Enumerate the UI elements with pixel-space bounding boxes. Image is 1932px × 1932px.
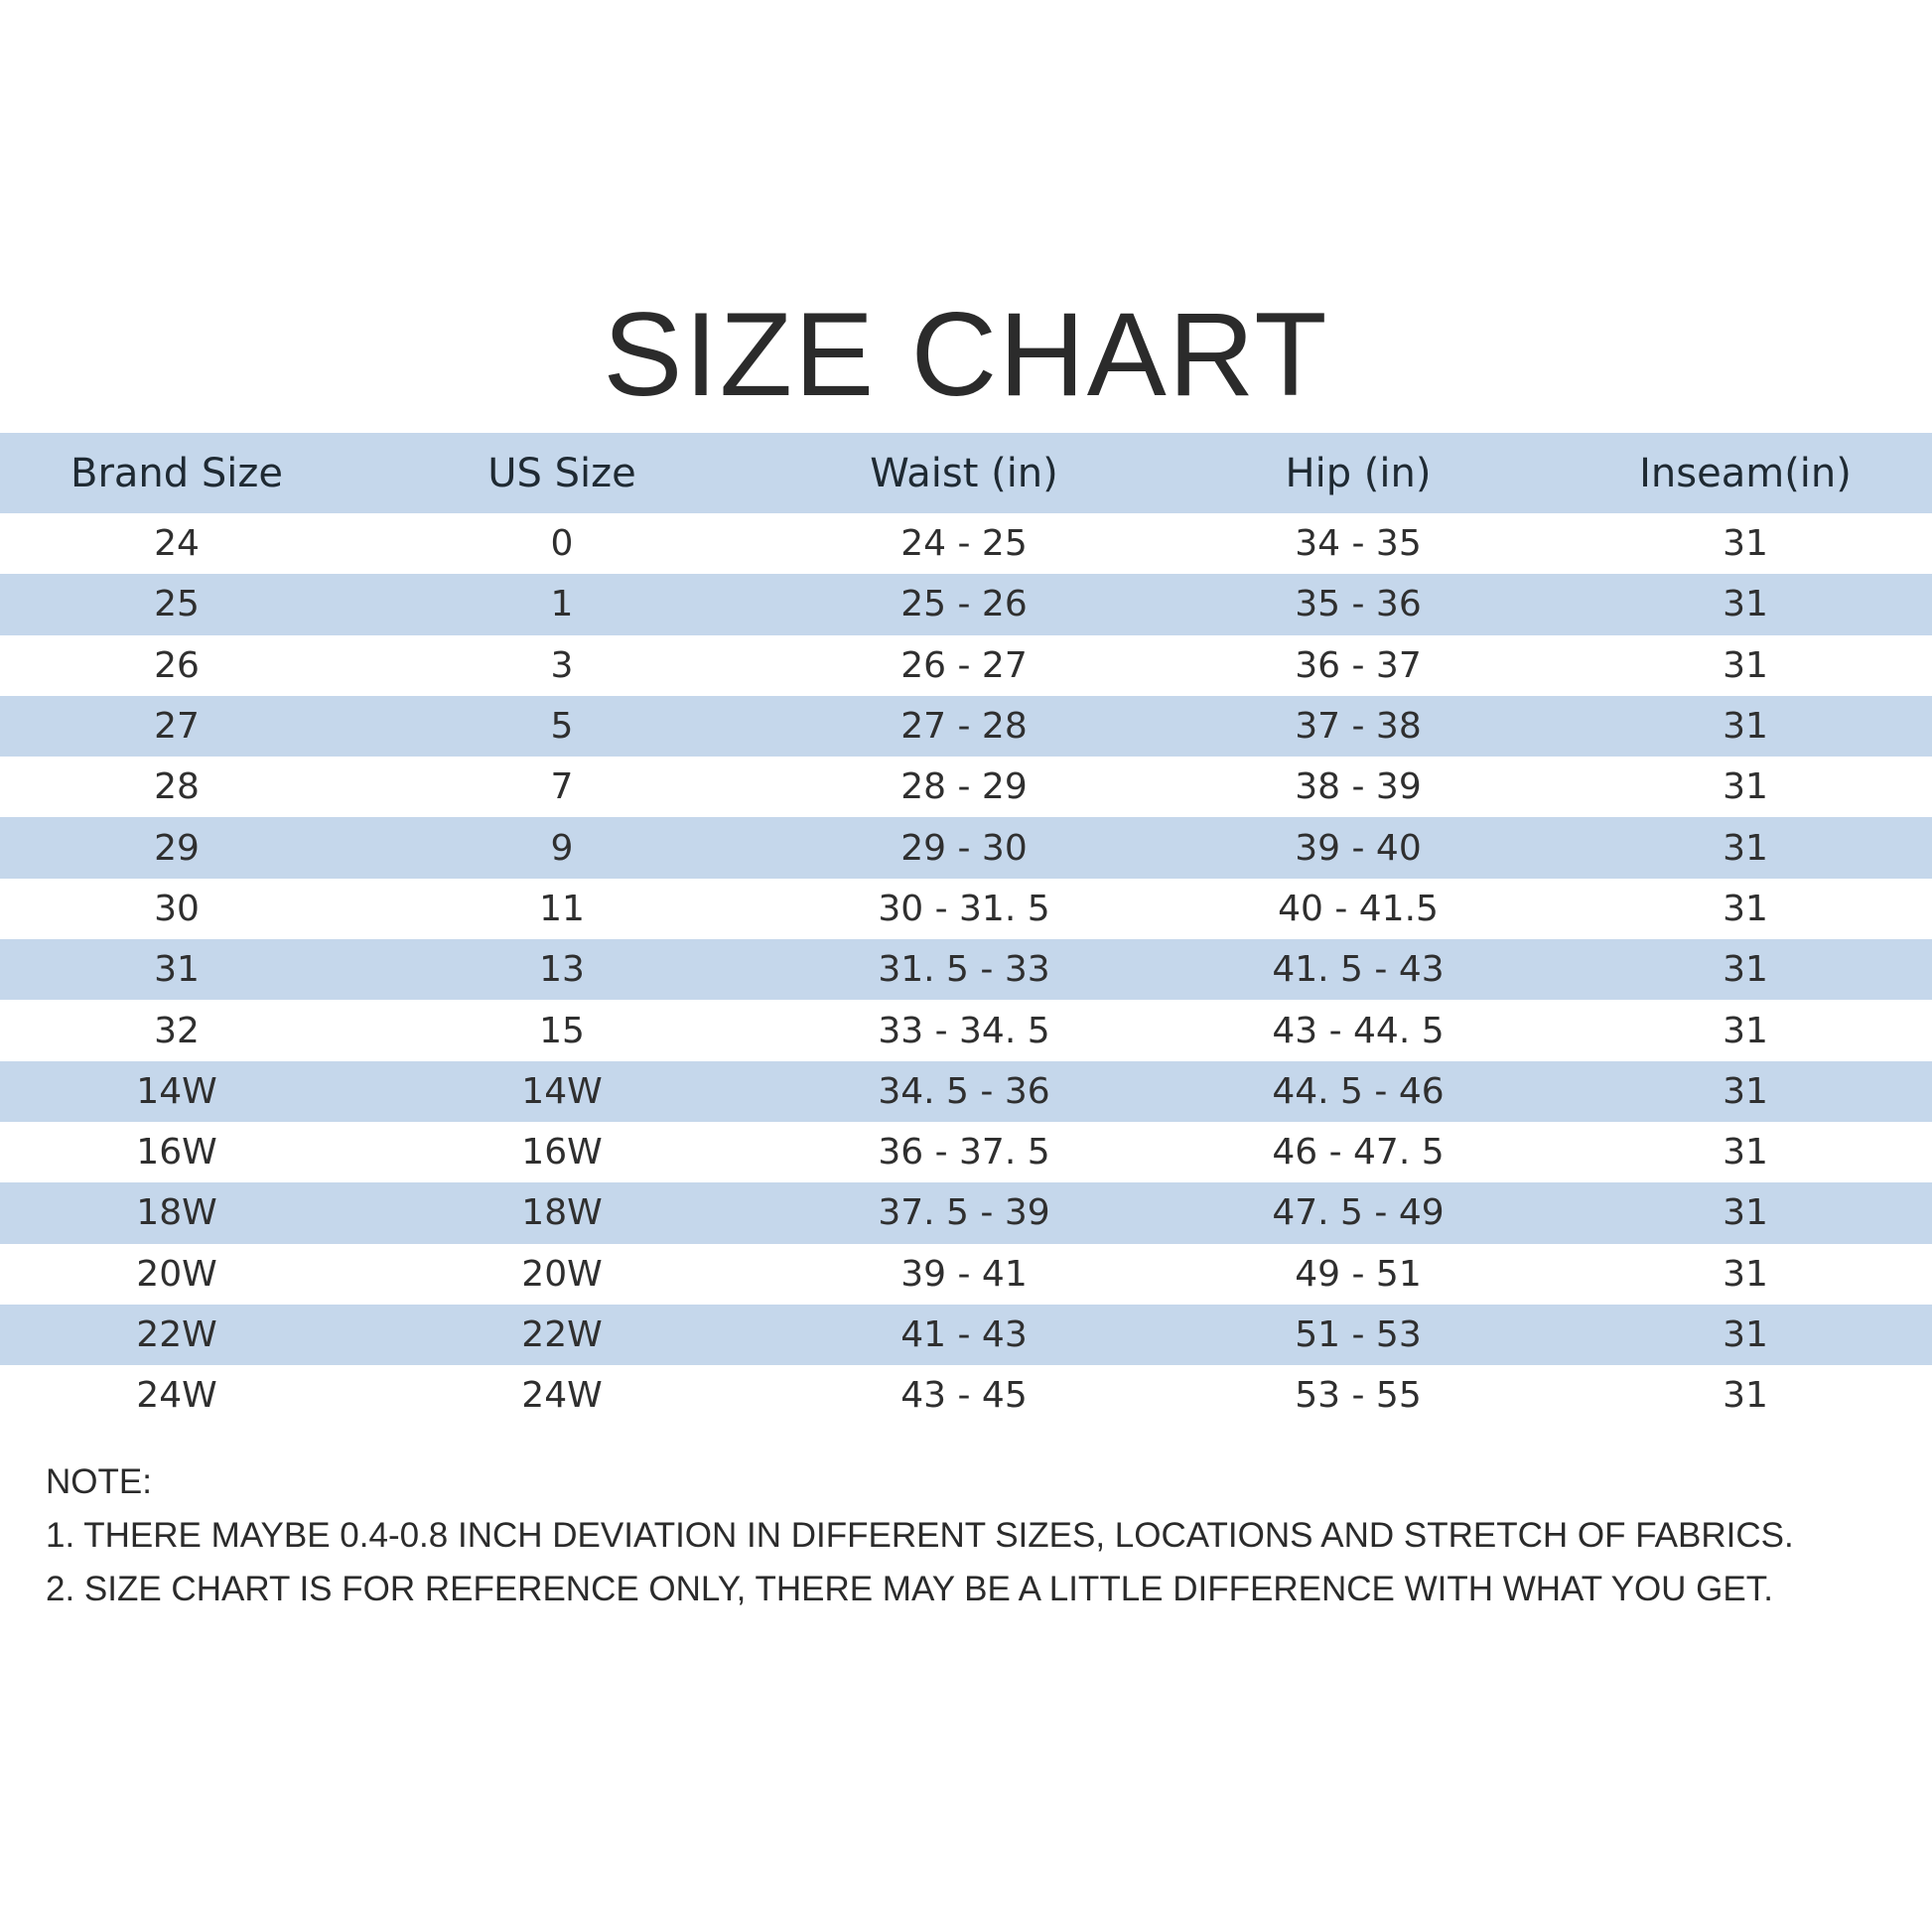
cell-waist: 28 - 29	[900, 766, 1028, 808]
table-row	[0, 757, 1932, 817]
cell-waist: 34. 5 - 36	[878, 1070, 1050, 1112]
cell-inseam: 31	[1723, 888, 1768, 929]
cell-waist: 31. 5 - 33	[878, 949, 1050, 991]
cell-brand-size: 30	[154, 888, 200, 929]
cell-hip: 41. 5 - 43	[1272, 949, 1445, 991]
cell-inseam: 31	[1723, 644, 1768, 686]
cell-brand-size: 14W	[136, 1070, 217, 1112]
table-row	[0, 635, 1932, 696]
cell-waist: 43 - 45	[900, 1375, 1028, 1417]
cell-waist: 33 - 34. 5	[878, 1010, 1050, 1051]
cell-brand-size: 24W	[136, 1375, 217, 1417]
header-us-size: US Size	[487, 450, 636, 496]
cell-waist: 26 - 27	[900, 644, 1028, 686]
table-row	[0, 574, 1932, 634]
cell-us-size: 18W	[521, 1192, 603, 1234]
table-row	[0, 1365, 1932, 1426]
cell-brand-size: 31	[154, 949, 200, 991]
cell-hip: 34 - 35	[1295, 523, 1422, 565]
cell-inseam: 31	[1723, 827, 1768, 869]
cell-us-size: 13	[539, 949, 585, 991]
table-header-row	[0, 433, 1932, 513]
cell-hip: 51 - 53	[1295, 1314, 1422, 1355]
cell-hip: 39 - 40	[1295, 827, 1422, 869]
cell-hip: 38 - 39	[1295, 766, 1422, 808]
cell-inseam: 31	[1723, 523, 1768, 565]
table-row	[0, 1244, 1932, 1305]
table-row	[0, 1061, 1932, 1122]
cell-inseam: 31	[1723, 584, 1768, 625]
cell-waist: 25 - 26	[900, 584, 1028, 625]
cell-hip: 37 - 38	[1295, 706, 1422, 748]
cell-waist: 39 - 41	[900, 1253, 1028, 1295]
cell-waist: 30 - 31. 5	[878, 888, 1050, 929]
page-title: SIZE CHART	[603, 288, 1329, 421]
cell-brand-size: 32	[154, 1010, 200, 1051]
notes-heading: NOTE:	[46, 1462, 152, 1501]
cell-waist: 37. 5 - 39	[878, 1192, 1050, 1234]
header-waist: Waist (in)	[870, 450, 1058, 496]
cell-hip: 46 - 47. 5	[1272, 1132, 1445, 1173]
cell-hip: 36 - 37	[1295, 644, 1422, 686]
header-hip: Hip (in)	[1285, 450, 1432, 496]
cell-us-size: 1	[550, 584, 574, 625]
header-inseam: Inseam(in)	[1639, 450, 1852, 496]
cell-brand-size: 29	[154, 827, 200, 869]
cell-waist: 27 - 28	[900, 706, 1028, 748]
cell-inseam: 31	[1723, 1070, 1768, 1112]
table-row	[0, 879, 1932, 939]
cell-inseam: 31	[1723, 1253, 1768, 1295]
cell-us-size: 11	[539, 888, 585, 929]
table-row	[0, 1122, 1932, 1182]
cell-inseam: 31	[1723, 1010, 1768, 1051]
cell-brand-size: 18W	[136, 1192, 217, 1234]
cell-hip: 40 - 41.5	[1278, 888, 1439, 929]
cell-us-size: 14W	[521, 1070, 603, 1112]
table-row	[0, 696, 1932, 757]
cell-hip: 35 - 36	[1295, 584, 1422, 625]
cell-us-size: 7	[550, 766, 574, 808]
cell-hip: 49 - 51	[1295, 1253, 1422, 1295]
cell-us-size: 15	[539, 1010, 585, 1051]
cell-inseam: 31	[1723, 766, 1768, 808]
table-body	[0, 513, 1932, 1426]
table-row	[0, 1000, 1932, 1060]
table-row	[0, 1182, 1932, 1243]
cell-waist: 29 - 30	[900, 827, 1028, 869]
size-table	[0, 433, 1932, 1426]
cell-us-size: 22W	[521, 1314, 603, 1355]
cell-brand-size: 27	[154, 706, 200, 748]
cell-brand-size: 28	[154, 766, 200, 808]
cell-brand-size: 22W	[136, 1314, 217, 1355]
cell-waist: 24 - 25	[900, 523, 1028, 565]
cell-inseam: 31	[1723, 706, 1768, 748]
cell-brand-size: 25	[154, 584, 200, 625]
cell-us-size: 20W	[521, 1253, 603, 1295]
note-line-1: 1. THERE MAYBE 0.4-0.8 INCH DEVIATION IN DIFFERENT SIZES, LOCATIONS AND STRETCH OF FABRICS.	[46, 1516, 1794, 1555]
cell-us-size: 5	[550, 706, 574, 748]
cell-hip: 43 - 44. 5	[1272, 1010, 1445, 1051]
notes-section	[46, 1455, 1912, 1616]
cell-us-size: 3	[550, 644, 574, 686]
cell-hip: 47. 5 - 49	[1272, 1192, 1445, 1234]
cell-brand-size: 24	[154, 523, 200, 565]
cell-inseam: 31	[1723, 1314, 1768, 1355]
cell-us-size: 24W	[521, 1375, 603, 1417]
note-line-2: 2. SIZE CHART IS FOR REFERENCE ONLY, THERE MAY BE A LITTLE DIFFERENCE WITH WHAT YOU GET.	[46, 1570, 1773, 1608]
cell-us-size: 9	[550, 827, 574, 869]
table-row	[0, 817, 1932, 878]
table-row	[0, 939, 1932, 1000]
cell-us-size: 0	[550, 523, 574, 565]
table-row	[0, 1305, 1932, 1365]
cell-brand-size: 26	[154, 644, 200, 686]
cell-hip: 44. 5 - 46	[1272, 1070, 1445, 1112]
cell-hip: 53 - 55	[1295, 1375, 1422, 1417]
cell-inseam: 31	[1723, 1375, 1768, 1417]
cell-inseam: 31	[1723, 949, 1768, 991]
cell-inseam: 31	[1723, 1132, 1768, 1173]
cell-waist: 41 - 43	[900, 1314, 1028, 1355]
cell-us-size: 16W	[521, 1132, 603, 1173]
cell-brand-size: 16W	[136, 1132, 217, 1173]
cell-waist: 36 - 37. 5	[878, 1132, 1050, 1173]
cell-brand-size: 20W	[136, 1253, 217, 1295]
table-row	[0, 513, 1932, 574]
header-brand-size: Brand Size	[70, 450, 283, 496]
cell-inseam: 31	[1723, 1192, 1768, 1234]
